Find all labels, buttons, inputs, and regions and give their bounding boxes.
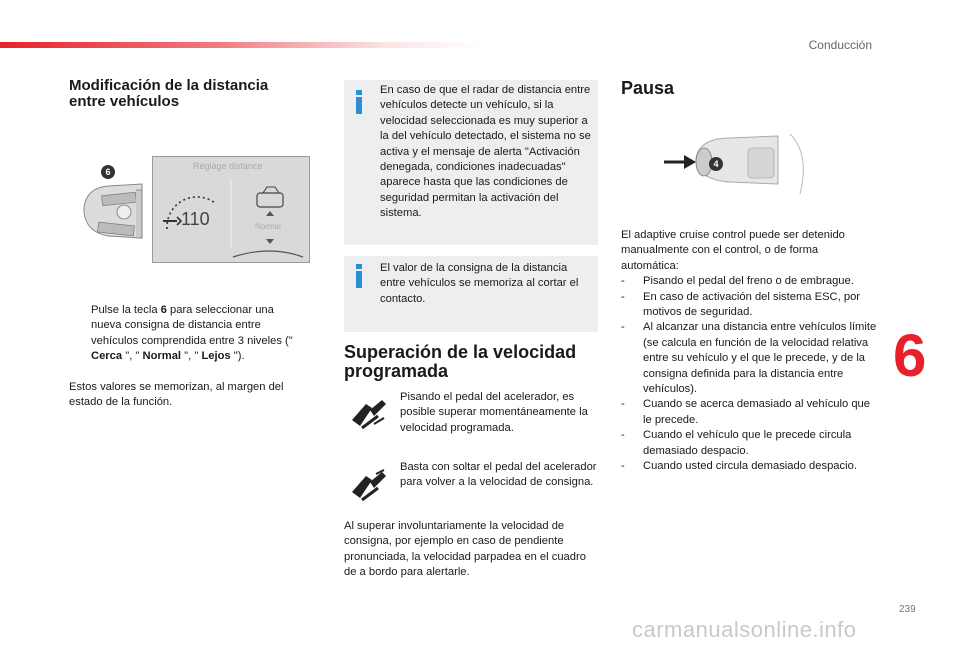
info-icon — [356, 90, 362, 114]
list-item: - Cuando el vehículo que le precede circula demasiado despacio. — [621, 428, 879, 459]
key-6-badge: 6 — [101, 165, 115, 179]
info-radar-text: En caso de que el radar de distancia entre vehículos detecte un vehículo, si la velocidad seleccionada es muy superior a la del vehículo detectado, el sistema no se activa y el mensaje de alerta "Activación denegada, condiciones inadecuadas" aparece hasta que las condiciones de seguridad permitan la activación del sistema. — [380, 84, 591, 220]
list-item-text: En caso de activación del sistema ESC, por motivos de seguridad. — [643, 290, 861, 319]
list-item: - Cuando usted circula demasiado despacio. — [621, 459, 879, 474]
pause-heading: Pausa — [621, 78, 675, 98]
list-item: - Cuando se acerca demasiado al vehículo que le precede. — [621, 397, 879, 428]
chapter-number: 6 — [893, 322, 927, 389]
speedometer-icon — [153, 157, 309, 262]
watermark: carmanualsonline.info — [632, 617, 857, 642]
override-heading: Superación de la velocidad programada — [344, 342, 577, 381]
list-item: - Al alcanzar una distancia entre vehículos límite (se calcula en función de la velocidad relativa entre su vehículo y el que le precede, y de la consigna definida para la distancia entre vehículos). — [621, 320, 879, 397]
info-memory-text: El valor de la consigna de la distancia entre vehículos se memoriza al cortar el contacto. — [380, 262, 579, 305]
instruction-mid: para seleccionar una nueva consigna de distancia entre vehículos comprendida entre 3 niveles (" — [91, 304, 293, 347]
list-item: - Pisando el pedal del freno o de embrague. — [621, 274, 879, 289]
pause-stalk-illustration — [660, 124, 820, 204]
screen-level-label: Normal — [255, 222, 281, 231]
override-step1: Pisando el pedal del acelerador, es posible superar momentáneamente la velocidad programada. — [400, 391, 588, 434]
info-icon — [356, 264, 362, 288]
list-item: - En caso de activación del sistema ESC, por motivos de seguridad. — [621, 290, 879, 321]
level-far: Lejos — [201, 350, 231, 363]
override-note: Al superar involuntariamente la velocidad de consigna, por ejemplo en caso de pendiente pronunciada, la velocidad parpadea en el cuadro de a bordo para alertarle. — [344, 520, 586, 579]
instruction-end: "). — [230, 350, 245, 363]
screen-title: Réglage distance — [193, 161, 263, 171]
list-item-text: Cuando usted circula demasiado despacio. — [643, 460, 857, 473]
list-item-text: Pisando el pedal del freno o de embrague. — [643, 275, 854, 288]
accelerator-foot-icon — [348, 396, 388, 432]
info-box-memory — [344, 256, 598, 332]
distance-heading: Modificación de la distancia entre vehículos — [69, 77, 269, 110]
distance-instruction — [91, 303, 301, 365]
distance-display-screen — [152, 156, 310, 263]
release-foot-icon — [348, 468, 388, 504]
instruction-pre: Pulse la tecla — [91, 304, 161, 316]
section-title: Conducción — [808, 38, 872, 52]
page-number: 239 — [899, 604, 916, 615]
override-step2: Basta con soltar el pedal del acelerador para volver a la velocidad de consigna. — [400, 461, 597, 489]
pause-conditions-list — [621, 228, 879, 475]
instruction-sep1: ", " — [122, 350, 143, 363]
screen-speed-value: 110 — [181, 209, 210, 229]
list-item-text: Cuando el vehículo que le precede circula demasiado despacio. — [643, 429, 852, 457]
level-near: Cerca — [91, 350, 123, 363]
key-4-badge: 4 — [709, 157, 723, 171]
memo-text: Estos valores se memorizan, al margen del estado de la función. — [69, 381, 284, 409]
list-item-text: Al alcanzar una distancia entre vehículos límite (se calcula en función de la velocidad relativa entre su vehículo y el que le precede, y de la consigna definida para la distancia entre vehículos). — [643, 321, 877, 396]
level-normal: Normal — [142, 350, 182, 363]
info-box-radar — [344, 80, 598, 245]
instruction-key: 6 — [160, 304, 167, 316]
pause-intro: El adaptive cruise control puede ser detenido manualmente con el control, o de forma automática: — [621, 229, 845, 272]
list-item-text: Cuando se acerca demasiado al vehículo que le precede. — [643, 398, 871, 426]
instruction-sep2: ", " — [181, 350, 202, 363]
header-accent-bar — [0, 42, 480, 48]
